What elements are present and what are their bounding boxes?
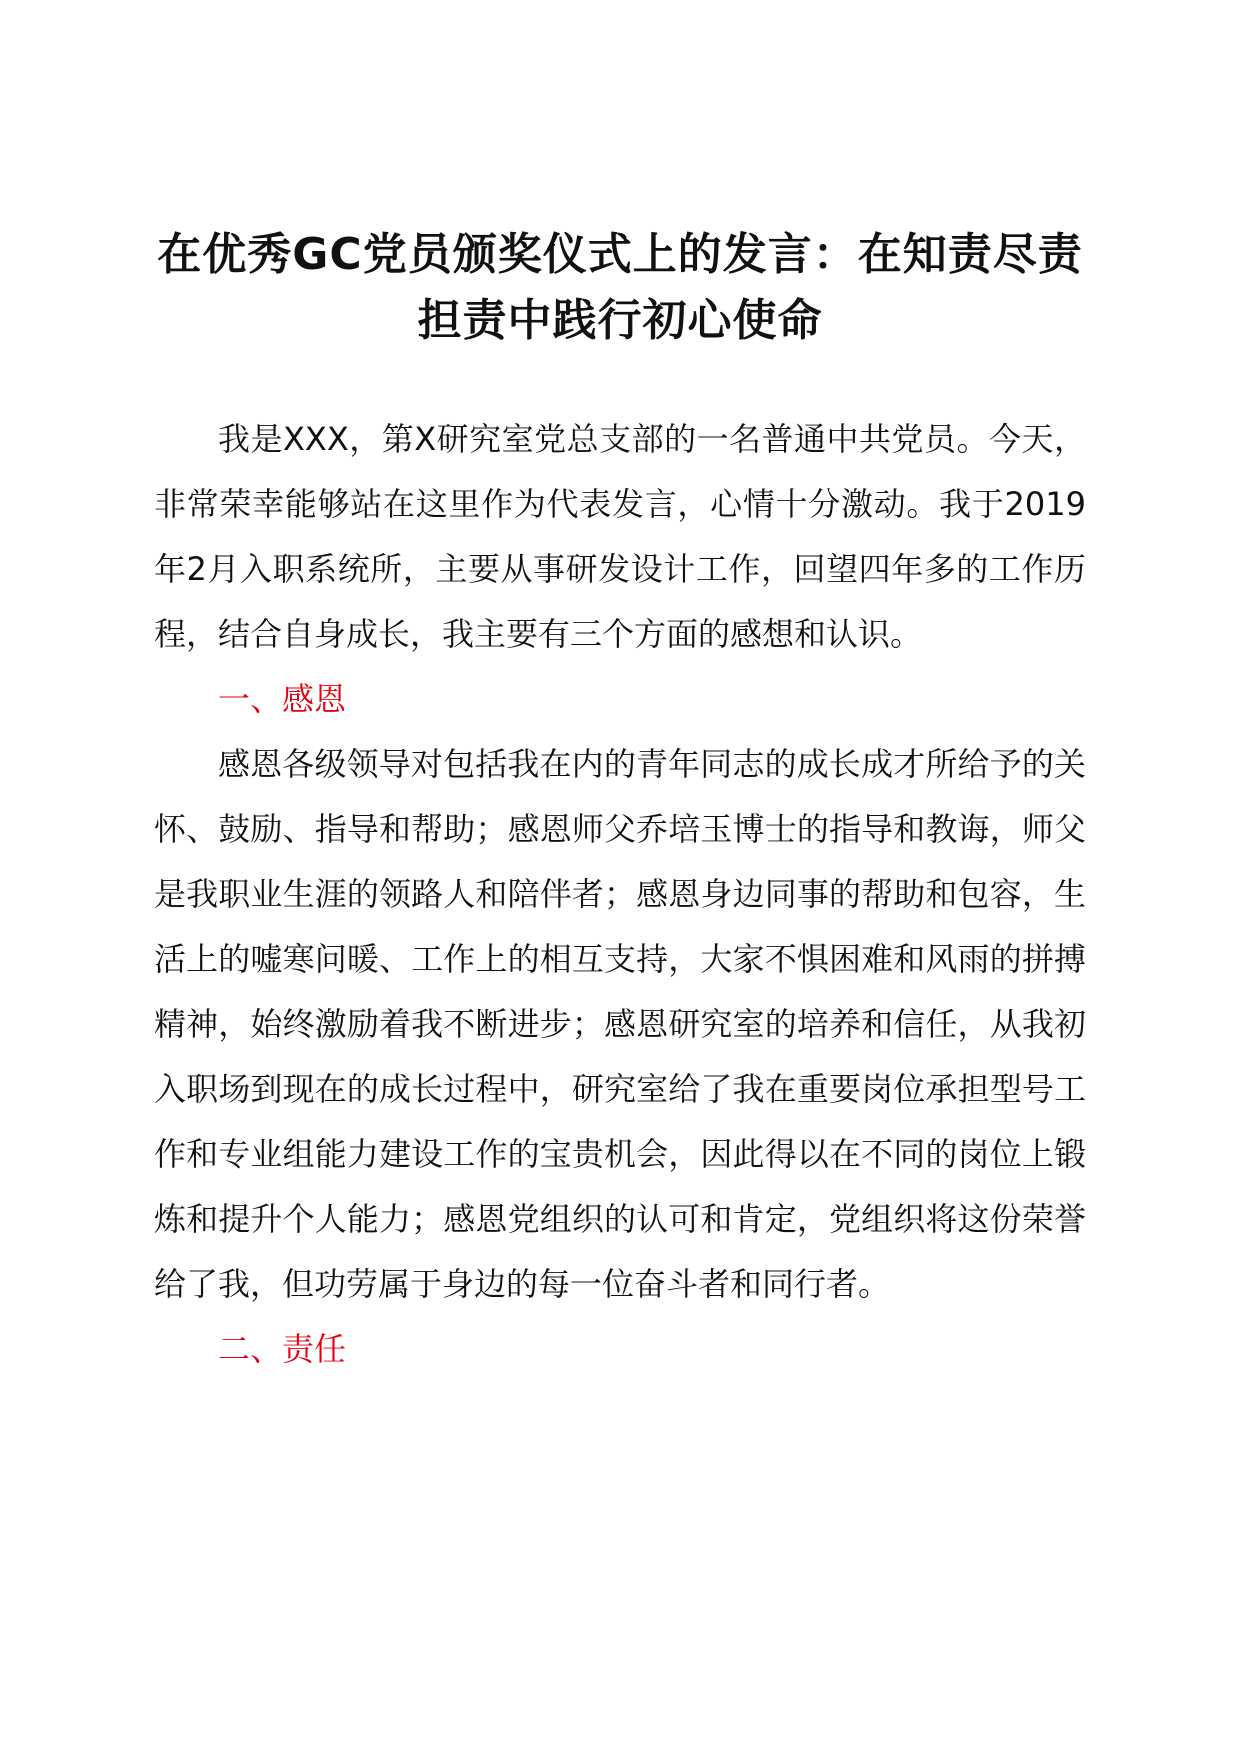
paragraph-intro: 我是XXX，第X研究室党总支部的一名普通中共党员。今天，非常荣幸能够站在这里作为代表发言，心情十分激动。我于2019年2月入职系统所，主要从事研发设计工作，回望四年多的工作历程，结合自身成长，我主要有三个方面的感想和认识。	[154, 420, 1086, 653]
section-heading-gratitude: 一、感恩	[218, 680, 347, 718]
document-body	[154, 407, 1086, 1382]
document-title: 在优秀GC党员颁奖仪式上的发言：在知责尽责担责中践行初心使命	[157, 229, 1083, 346]
paragraph-gratitude: 感恩各级领导对包括我在内的青年同志的成长成才所给予的关怀、鼓励、指导和帮助；感恩师父乔培玉博士的指导和教诲，师父是我职业生涯的领路人和陪伴者；感恩身边同事的帮助和包容，生活上的嘘寒问暖、工作上的相互支持，大家不惧困难和风雨的拼搏精神，始终激励着我不断进步；感恩研究室的培养和信任，从我初入职场到现在的成长过程中，研究室给了我在重要岗位承担型号工作和专业组能力建设工作的宝贵机会，因此得以在不同的岗位上锻炼和提升个人能力；感恩党组织的认可和肯定，党组织将这份荣誉给了我，但功劳属于身边的每一位奋斗者和同行者。	[154, 745, 1086, 1303]
section-heading-responsibility: 二、责任	[218, 1330, 347, 1368]
